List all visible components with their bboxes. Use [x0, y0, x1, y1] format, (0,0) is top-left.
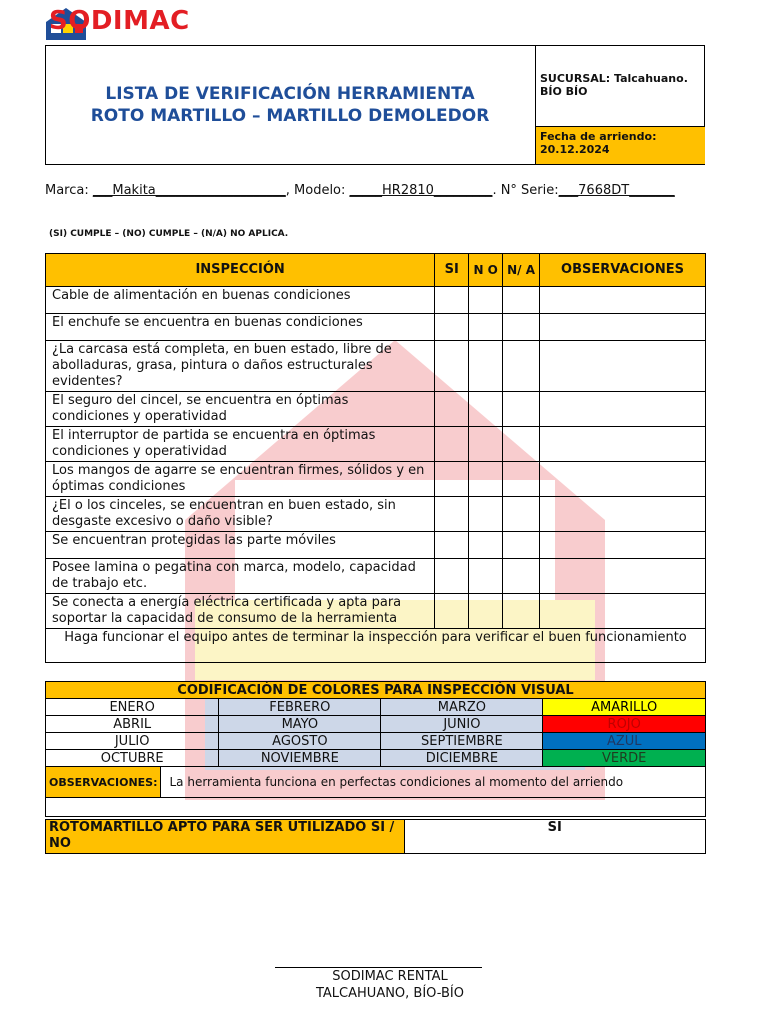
month-cell: ABRIL	[46, 716, 219, 733]
color-row	[46, 750, 706, 767]
color-row	[46, 716, 706, 733]
inspection-item: ¿La carcasa está completa, en buen estado, libre de abolladuras, grasa, pintura o daños estructurales evidentes?	[46, 341, 435, 392]
inspection-row	[46, 427, 706, 462]
col-inspeccion: INSPECCIÓN	[46, 254, 435, 287]
si-cell[interactable]	[435, 427, 469, 462]
modelo-label: , Modelo:	[285, 183, 350, 198]
inspection-item: Posee lamina o pegatina con marca, modelo, capacidad de trabajo etc.	[46, 559, 435, 594]
logo-wordmark: SODIMAC	[49, 6, 190, 36]
inspection-table	[45, 253, 706, 663]
inspection-item: El enchufe se encuentra en buenas condiciones	[46, 314, 435, 341]
no-cell[interactable]	[469, 341, 503, 392]
color-coding-title: CODIFICACIÓN DE COLORES PARA INSPECCIÓN VISUAL	[46, 682, 706, 699]
blank-row	[46, 798, 706, 817]
signature-line-2: TALCAHUANO, BÍO-BÍO	[315, 986, 464, 1001]
na-cell[interactable]	[503, 497, 540, 532]
na-cell[interactable]	[503, 532, 540, 559]
title-line-1: LISTA DE VERIFICACIÓN HERRAMIENTA	[105, 84, 475, 104]
no-cell[interactable]	[469, 532, 503, 559]
compliance-legend: (SI) CUMPLE – (NO) CUMPLE – (N/A) NO APLICA.	[49, 229, 289, 239]
na-cell[interactable]	[503, 559, 540, 594]
marca-label: Marca:	[45, 183, 93, 198]
na-cell[interactable]	[503, 341, 540, 392]
color-row	[46, 733, 706, 750]
no-cell[interactable]	[469, 497, 503, 532]
col-observaciones: OBSERVACIONES	[540, 254, 706, 287]
month-cell: MAYO	[219, 716, 381, 733]
month-cell: FEBRERO	[219, 699, 381, 716]
observaciones-text: La herramienta funciona en perfectas condiciones al momento del arriendo	[161, 767, 706, 798]
color-swatch: AZUL	[543, 733, 706, 750]
month-cell: ENERO	[46, 699, 219, 716]
observation-cell[interactable]	[540, 532, 706, 559]
na-cell[interactable]	[503, 427, 540, 462]
color-swatch: VERDE	[543, 750, 706, 767]
color-swatch: ROJO	[543, 716, 706, 733]
month-cell: JUNIO	[381, 716, 543, 733]
month-cell: DICIEMBRE	[381, 750, 543, 767]
fecha-arriendo-field: Fecha de arriendo: 20.12.2024	[536, 126, 705, 164]
observation-cell[interactable]	[540, 314, 706, 341]
no-cell[interactable]	[469, 427, 503, 462]
modelo-value: _____HR2810_________	[349, 183, 493, 198]
inspection-item: Se conecta a energía eléctrica certificada y apta para soportar la capacidad de consumo de la herramienta	[46, 594, 435, 629]
no-cell[interactable]	[469, 287, 503, 314]
si-cell[interactable]	[435, 532, 469, 559]
serie-value: ___7668DT_______	[558, 183, 675, 198]
inspection-item: El seguro del cincel, se encuentra en óptimas condiciones y operatividad	[46, 392, 435, 427]
final-note-row	[46, 629, 706, 663]
inspection-item: El interruptor de partida se encuentra en óptimas condiciones y operatividad	[46, 427, 435, 462]
apto-label: ROTOMARTILLO APTO PARA SER UTILIZADO SI / NO	[46, 820, 405, 854]
title-line-2: ROTO MARTILLO – MARTILLO DEMOLEDOR	[90, 106, 490, 126]
col-na: N/ A	[503, 254, 540, 287]
observation-cell[interactable]	[540, 392, 706, 427]
inspection-item: Se encuentran protegidas las parte móviles	[46, 532, 435, 559]
no-cell[interactable]	[469, 314, 503, 341]
si-cell[interactable]	[435, 341, 469, 392]
na-cell[interactable]	[503, 314, 540, 341]
inspection-row	[46, 341, 706, 392]
observation-cell[interactable]	[540, 559, 706, 594]
document-title	[46, 46, 534, 164]
apto-table	[45, 819, 706, 854]
col-no: N O	[469, 254, 503, 287]
si-cell[interactable]	[435, 392, 469, 427]
inspection-row	[46, 594, 706, 629]
month-cell: NOVIEMBRE	[219, 750, 381, 767]
equipment-info	[45, 182, 725, 199]
inspection-row	[46, 532, 706, 559]
observation-cell[interactable]	[540, 462, 706, 497]
si-cell[interactable]	[435, 559, 469, 594]
serie-label: . N° Serie:	[492, 183, 559, 198]
month-cell: SEPTIEMBRE	[381, 733, 543, 750]
month-cell: JULIO	[46, 733, 219, 750]
color-row	[46, 699, 706, 716]
observation-cell[interactable]	[540, 341, 706, 392]
signature-block	[260, 968, 520, 1002]
inspection-row	[46, 559, 706, 594]
si-cell[interactable]	[435, 462, 469, 497]
month-cell: OCTUBRE	[46, 750, 219, 767]
no-cell[interactable]	[469, 392, 503, 427]
inspection-row	[46, 497, 706, 532]
inspection-item: Cable de alimentación en buenas condiciones	[46, 287, 435, 314]
na-cell[interactable]	[503, 462, 540, 497]
observaciones-label: OBSERVACIONES:	[46, 767, 161, 798]
na-cell[interactable]	[503, 594, 540, 629]
observation-cell[interactable]	[540, 287, 706, 314]
color-coding-table	[45, 681, 706, 817]
no-cell[interactable]	[469, 462, 503, 497]
header-side	[535, 46, 705, 164]
inspection-row	[46, 462, 706, 497]
inspection-row	[46, 392, 706, 427]
color-swatch: AMARILLO	[543, 699, 706, 716]
marca-value: ___Makita____________________	[92, 183, 286, 198]
apto-value: SI	[404, 820, 705, 854]
signature-line-1: SODIMAC RENTAL	[332, 969, 448, 984]
si-cell[interactable]	[435, 594, 469, 629]
month-cell: MARZO	[381, 699, 543, 716]
col-si: SI	[435, 254, 469, 287]
si-cell[interactable]	[435, 314, 469, 341]
inspection-row	[46, 287, 706, 314]
document-header	[45, 45, 705, 165]
no-cell[interactable]	[469, 559, 503, 594]
observation-cell[interactable]	[540, 427, 706, 462]
no-cell[interactable]	[469, 594, 503, 629]
na-cell[interactable]	[503, 392, 540, 427]
month-cell: AGOSTO	[219, 733, 381, 750]
inspection-header-row	[46, 254, 706, 287]
si-cell[interactable]	[435, 287, 469, 314]
final-note: Haga funcionar el equipo antes de terminar la inspección para verificar el buen funcionamiento	[46, 629, 706, 663]
inspection-item: ¿El o los cinceles, se encuentran en buen estado, sin desgaste excesivo o daño visible?	[46, 497, 435, 532]
sucursal-field: SUCURSAL: Talcahuano. BÍO BÍO	[540, 72, 688, 98]
si-cell[interactable]	[435, 497, 469, 532]
na-cell[interactable]	[503, 287, 540, 314]
inspection-row	[46, 314, 706, 341]
inspection-item: Los mangos de agarre se encuentran firmes, sólidos y en óptimas condiciones	[46, 462, 435, 497]
observation-cell[interactable]	[540, 497, 706, 532]
observation-cell[interactable]	[540, 594, 706, 629]
